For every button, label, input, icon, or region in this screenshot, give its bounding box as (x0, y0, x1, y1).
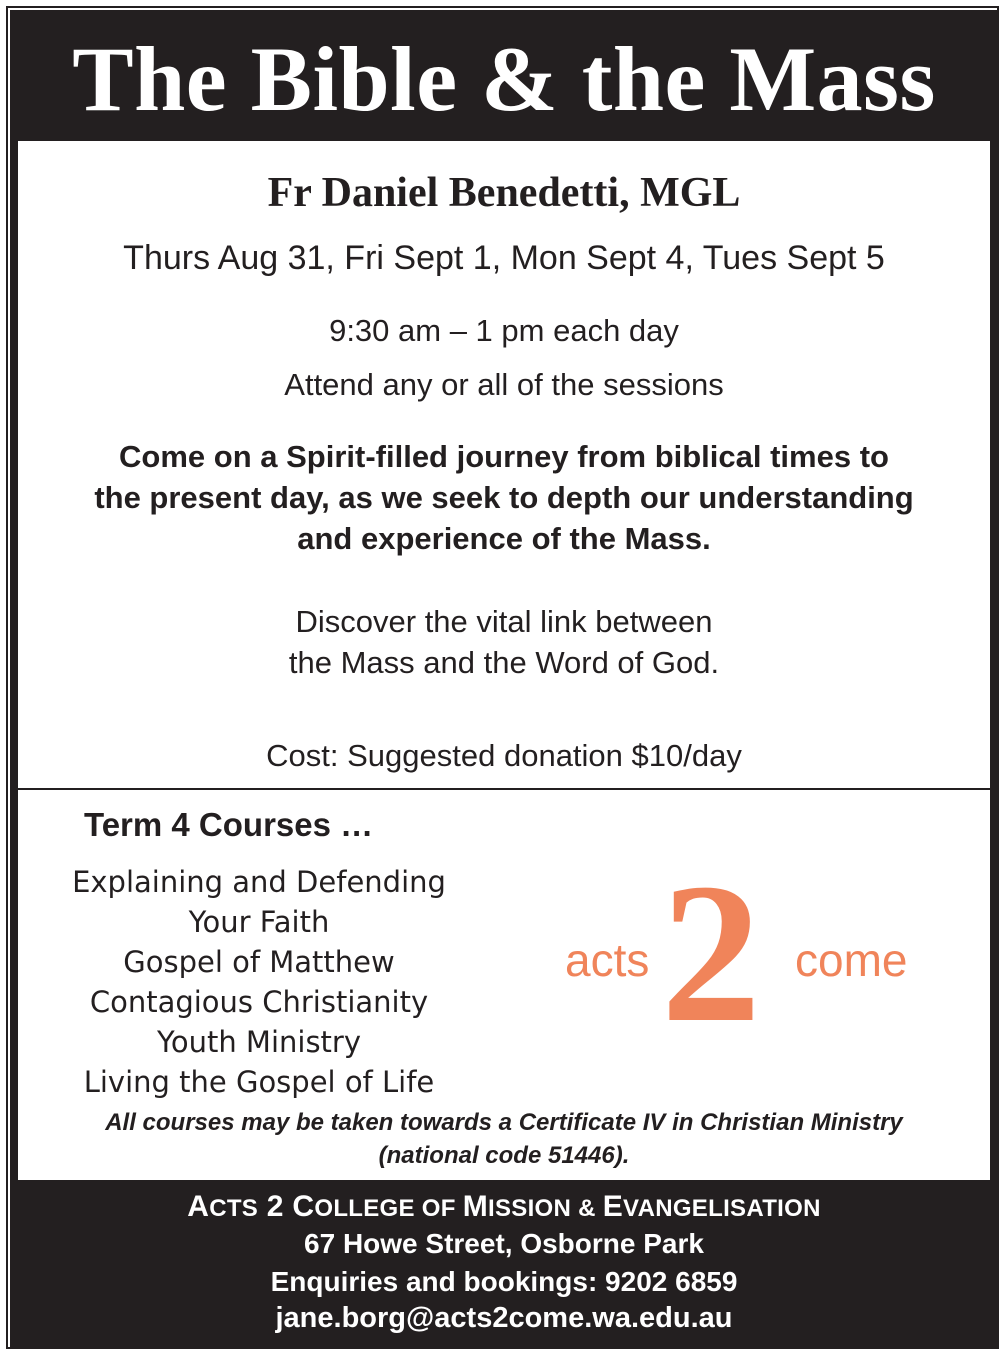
event-time: 9:30 am – 1 pm each day (329, 313, 679, 348)
college-initial: A (187, 1190, 210, 1223)
certificate-line: (national code 51446). (378, 1142, 630, 1169)
blurb-line: and experience of the Mass. (297, 521, 711, 556)
title-banner (18, 18, 990, 141)
college-number: 2 (258, 1190, 293, 1223)
college-smallcaps: OLLEGE OF (314, 1195, 463, 1222)
courses-section (18, 790, 990, 1180)
enquiries-phone: Enquiries and bookings: 9202 6859 (270, 1266, 738, 1297)
poster-title: The Bible & the Mass (72, 28, 936, 130)
course-item: Living the Gospel of Life (83, 1065, 435, 1099)
presenter-name: Fr Daniel Benedetti, MGL (267, 170, 741, 216)
college-smallcaps: VANGELISATION (623, 1195, 821, 1222)
event-dates: Thurs Aug 31, Fri Sept 1, Mon Sept 4, Tues Sept 5 (123, 239, 885, 277)
course-item: Gospel of Matthew (123, 945, 395, 979)
discover-line: the Mass and the Word of God. (288, 645, 720, 680)
blurb-line: the present day, as we seek to depth our understanding (94, 480, 914, 515)
course-item: Contagious Christianity (89, 985, 429, 1019)
courses-title: Term 4 Courses … (84, 806, 374, 843)
college-address: 67 Howe Street, Osborne Park (304, 1228, 704, 1259)
course-item: Your Faith (188, 905, 330, 939)
acts2come-logo (563, 870, 933, 1035)
discover-line: Discover the vital link between (295, 604, 713, 639)
logo-digit-2: 2 (661, 870, 761, 1035)
logo-text-come: come (795, 934, 908, 986)
college-initial: C (292, 1190, 315, 1223)
certificate-line: All courses may be taken towards a Certificate IV in Christian Ministry (105, 1109, 903, 1136)
college-initial: E (602, 1190, 624, 1223)
contact-footer (18, 1180, 990, 1339)
contact-email: jane.borg@acts2come.wa.edu.au (275, 1302, 733, 1334)
certificate-note (18, 1106, 990, 1172)
discover-text (18, 601, 990, 683)
logo-text-acts: acts (565, 934, 650, 986)
course-item: Explaining and Defending (72, 865, 446, 899)
college-smallcaps: ISSION & (488, 1195, 603, 1222)
blurb-line: Come on a Spirit-filled journey from biblical times to (119, 439, 889, 474)
event-blurb (18, 436, 990, 559)
college-name (18, 1190, 990, 1224)
college-smallcaps: CTS (209, 1195, 259, 1222)
course-item: Youth Ministry (156, 1025, 362, 1059)
attend-note: Attend any or all of the sessions (284, 367, 724, 402)
event-cost: Cost: Suggested donation $10/day (266, 738, 742, 773)
college-initial: M (462, 1190, 488, 1223)
course-list (18, 862, 500, 1102)
event-details (18, 141, 990, 789)
